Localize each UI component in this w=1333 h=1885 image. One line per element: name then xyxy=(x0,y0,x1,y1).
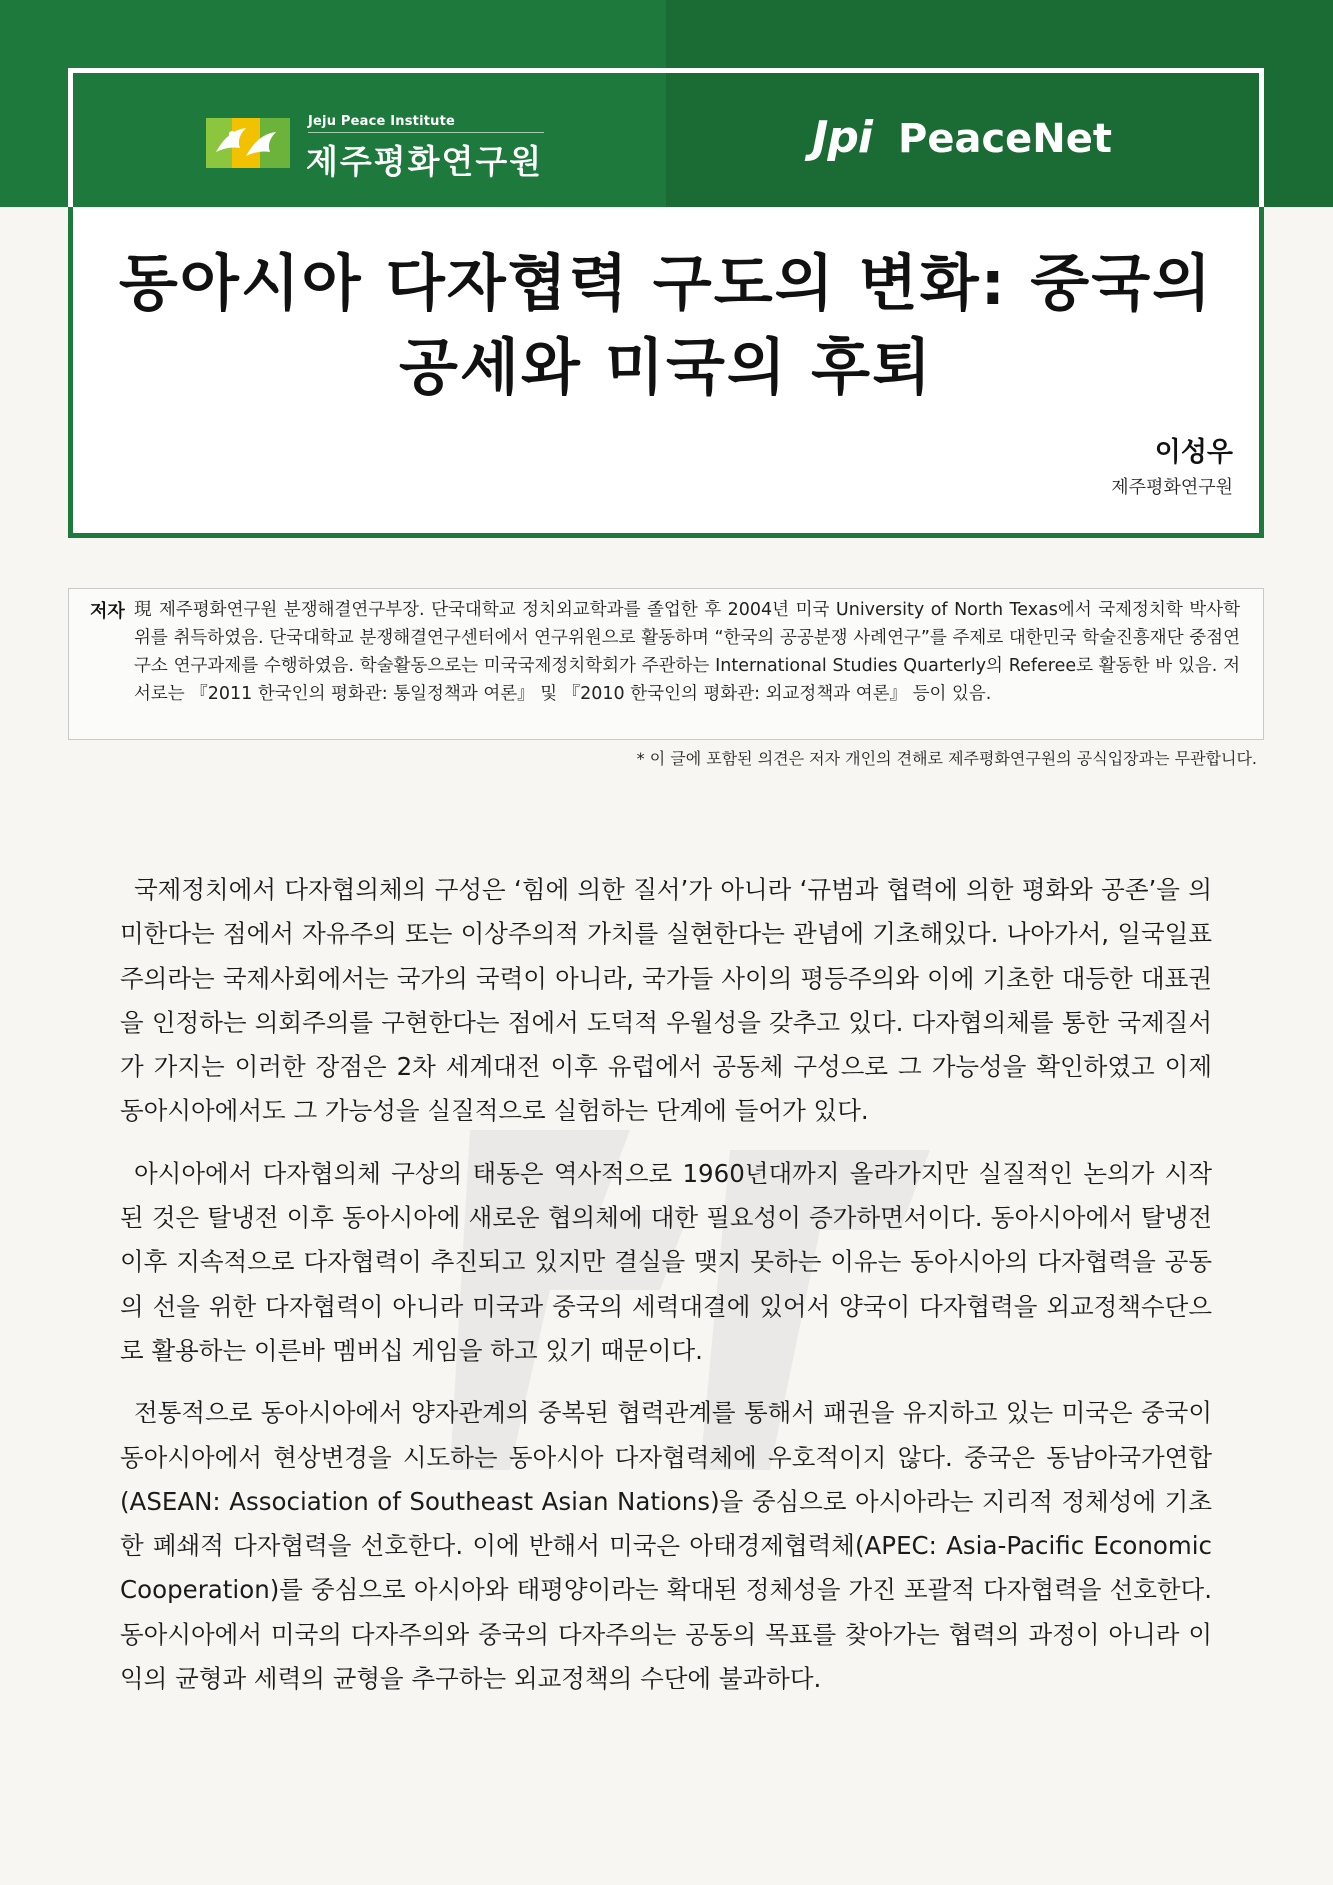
logo-divider xyxy=(308,132,544,133)
paragraph-3: 전통적으로 동아시아에서 양자관계의 중복된 협력관계를 통해서 패권을 유지하고 있는 미국은 중국이 동아시아에서 현상변경을 시도하는 동아시아 다자협력체에 우호적이지 않다. 중국은 동남아국가연합(ASEAN: Association of Southeast Asian Nations)을 중심으로 아시아라는 지리적 정체성에 기초한 폐쇄적 다자협력을 선호한다. 이에 반해서 미국은 아태경제협력체(APEC: Asia-Pacific Economic Cooperation)를 중심으로 아시아와 태평양이라는 확대된 정체성을 가진 포괄적 다자협력을 선호한다. 동아시아에서 미국의 다자주의와 중국의 다자주의는 공동의 목표를 찾아가는 협력의 과정이 아니라 이익의 균형과 세력의 균형을 추구하는 외교정책의 수단에 불과하다. xyxy=(120,1398,1212,1694)
paragraph-1: 국제정치에서 다자협의체의 구성은 ‘힘에 의한 질서’가 아니라 ‘규범과 협력에 의한 평화와 공존’을 의미한다는 점에서 자유주의 또는 이상주의적 가치를 실현한다는 관념에 기초해있다. 나아가서, 일국일표주의라는 국제사회에서는 국가의 국력이 아니라, 국가들 사이의 평등주의와 이에 기초한 대등한 대표권을 인정하는 의회주의를 구현한다는 점에서 도덕적 우월성을 갖추고 있다. 다자협의체를 통한 국제질서가 가지는 이러한 장점은 2차 세계대전 이후 유럽에서 공동체 구성으로 그 가능성을 확인하였고 이제 동아시아에서도 그 가능성을 실질적으로 실험하는 단계에 들어가 있다. xyxy=(120,875,1212,1126)
bio-text: 現 제주평화연구원 분쟁해결연구부장. 단국대학교 정치외교학과를 졸업한 후 2004년 미국 University of North Texas에서 국제정치학 박사학위를 취득하였음. 단국대학교 분쟁해결연구센터에서 연구위원으로 활동하며 “한국의 공공분쟁 사례연구”를 주제로 대한민국 학술진흥재단 중점연구소 연구과제를 수행하였음. 학술활동으로는 미국국제정치학회가 주관하는 International Studies Quarterly의 Referee로 활동한 바 있음. 저서로는 『2011 한국인의 평화관: 통일정책과 여론』 및 『2010 한국인의 평화관: 외교정책과 여론』 등이 있음. xyxy=(134,600,1240,704)
paragraph-2: 아시아에서 다자협의체 구상의 태동은 역사적으로 1960년대까지 올라가지만 실질적인 논의가 시작된 것은 탈냉전 이후 동아시아에 새로운 협의체에 대한 필요성이 증가하면서이다. 동아시아에서 탈냉전 이후 지속적으로 다자협력이 추진되고 있지만 결실을 맺지 못하는 이유는 동아시아의 다자협력을 공동의 선을 위한 다자협력이 아니라 미국과 중국의 세력대결에 있어서 양국이 다자협력을 외교정책수단으로 활용하는 이른바 멤버십 게임을 하고 있기 때문이다. xyxy=(120,1158,1212,1365)
jeju-peace-institute-logo xyxy=(206,108,546,181)
dove-logo-icon xyxy=(206,112,296,174)
institute-name-ko: 제주평화연구원 xyxy=(306,142,544,181)
page-title: 동아시아 다자협력 구도의 변화: 중국의 공세와 미국의 후퇴 xyxy=(118,248,1214,403)
bio-label: 저자 xyxy=(90,601,125,622)
jpi-mark: Jpi xyxy=(812,112,872,163)
author-name: 이성우 xyxy=(1154,437,1233,468)
article-body xyxy=(120,868,1212,1719)
author-org: 제주평화연구원 xyxy=(1111,477,1233,498)
peacenet-name: PeaceNet xyxy=(898,116,1113,162)
disclaimer: * 이 글에 포함된 의견은 저자 개인의 견해로 제주평화연구원의 공식입장과는 무관합니다. xyxy=(636,749,1257,768)
institute-name-en: Jeju Peace Institute xyxy=(308,114,456,129)
peacenet-logo xyxy=(812,112,1132,172)
